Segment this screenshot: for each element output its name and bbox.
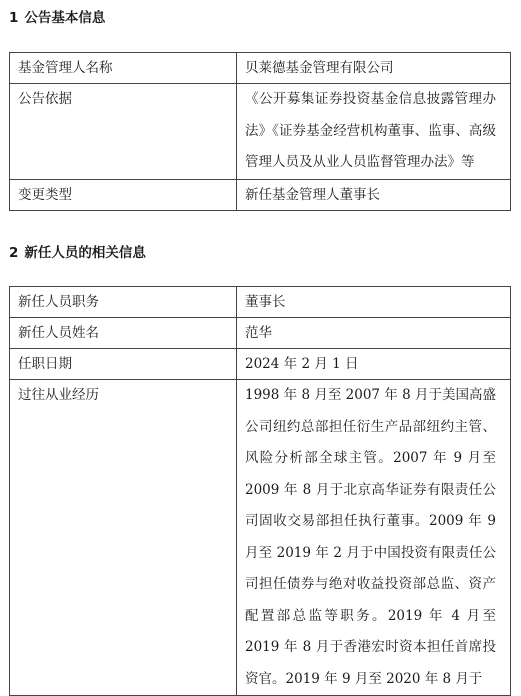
table-row <box>10 287 511 318</box>
work-experience-value: 1998 年 8 月至 2007 年 8 月于美国高盛公司纽约总部担任衍生产品部纽约主管、风险分析部全球主管。2007 年 9 月至 2009 年 8 月于北京高华证券有限责任公司固收交易部担任执行董事。2009 年 9 月至 2019 年 2 月于中国投资有限责任公司担任债券与绝对收益投资部总监、资产配置部总监等职务。2019 年 4 月至 2019 年 8 月于香港宏时资本担任首席投资官。2019 年 9 月至 2020 年 8 月于 <box>237 380 511 696</box>
new-person-name-label: 新任人员姓名 <box>10 318 237 349</box>
table-row <box>10 53 511 84</box>
new-position-label: 新任人员职务 <box>10 287 237 318</box>
announcement-basic-info-table <box>9 52 511 211</box>
work-experience-label: 过往从业经历 <box>10 380 237 696</box>
change-type-label: 变更类型 <box>10 179 237 210</box>
new-personnel-info-table <box>9 286 511 696</box>
section-2-title: 新任人员的相关信息 <box>24 245 146 261</box>
fund-manager-name-label: 基金管理人名称 <box>10 53 237 84</box>
table-row <box>10 349 511 380</box>
section-1-heading <box>9 9 105 27</box>
appointment-date-label: 任职日期 <box>10 349 237 380</box>
new-position-value: 董事长 <box>237 287 511 318</box>
section-2-heading <box>9 244 146 262</box>
table-row <box>10 380 511 696</box>
fund-manager-name-value: 贝莱德基金管理有限公司 <box>237 53 511 84</box>
table-row <box>10 179 511 210</box>
new-person-name-value: 范华 <box>237 318 511 349</box>
announcement-basis-label: 公告依据 <box>10 84 237 180</box>
section-1-title: 公告基本信息 <box>24 10 106 26</box>
appointment-date-value: 2024 年 2 月 1 日 <box>237 349 511 380</box>
table-row <box>10 84 511 180</box>
announcement-basis-value: 《公开募集证券投资基金信息披露管理办法》《证券基金经营机构董事、监事、高级管理人员及从业人员监督管理办法》等 <box>237 84 511 180</box>
section-1-number: 1 <box>9 10 19 26</box>
section-2-number: 2 <box>9 245 19 261</box>
table-row <box>10 318 511 349</box>
change-type-value: 新任基金管理人董事长 <box>237 179 511 210</box>
